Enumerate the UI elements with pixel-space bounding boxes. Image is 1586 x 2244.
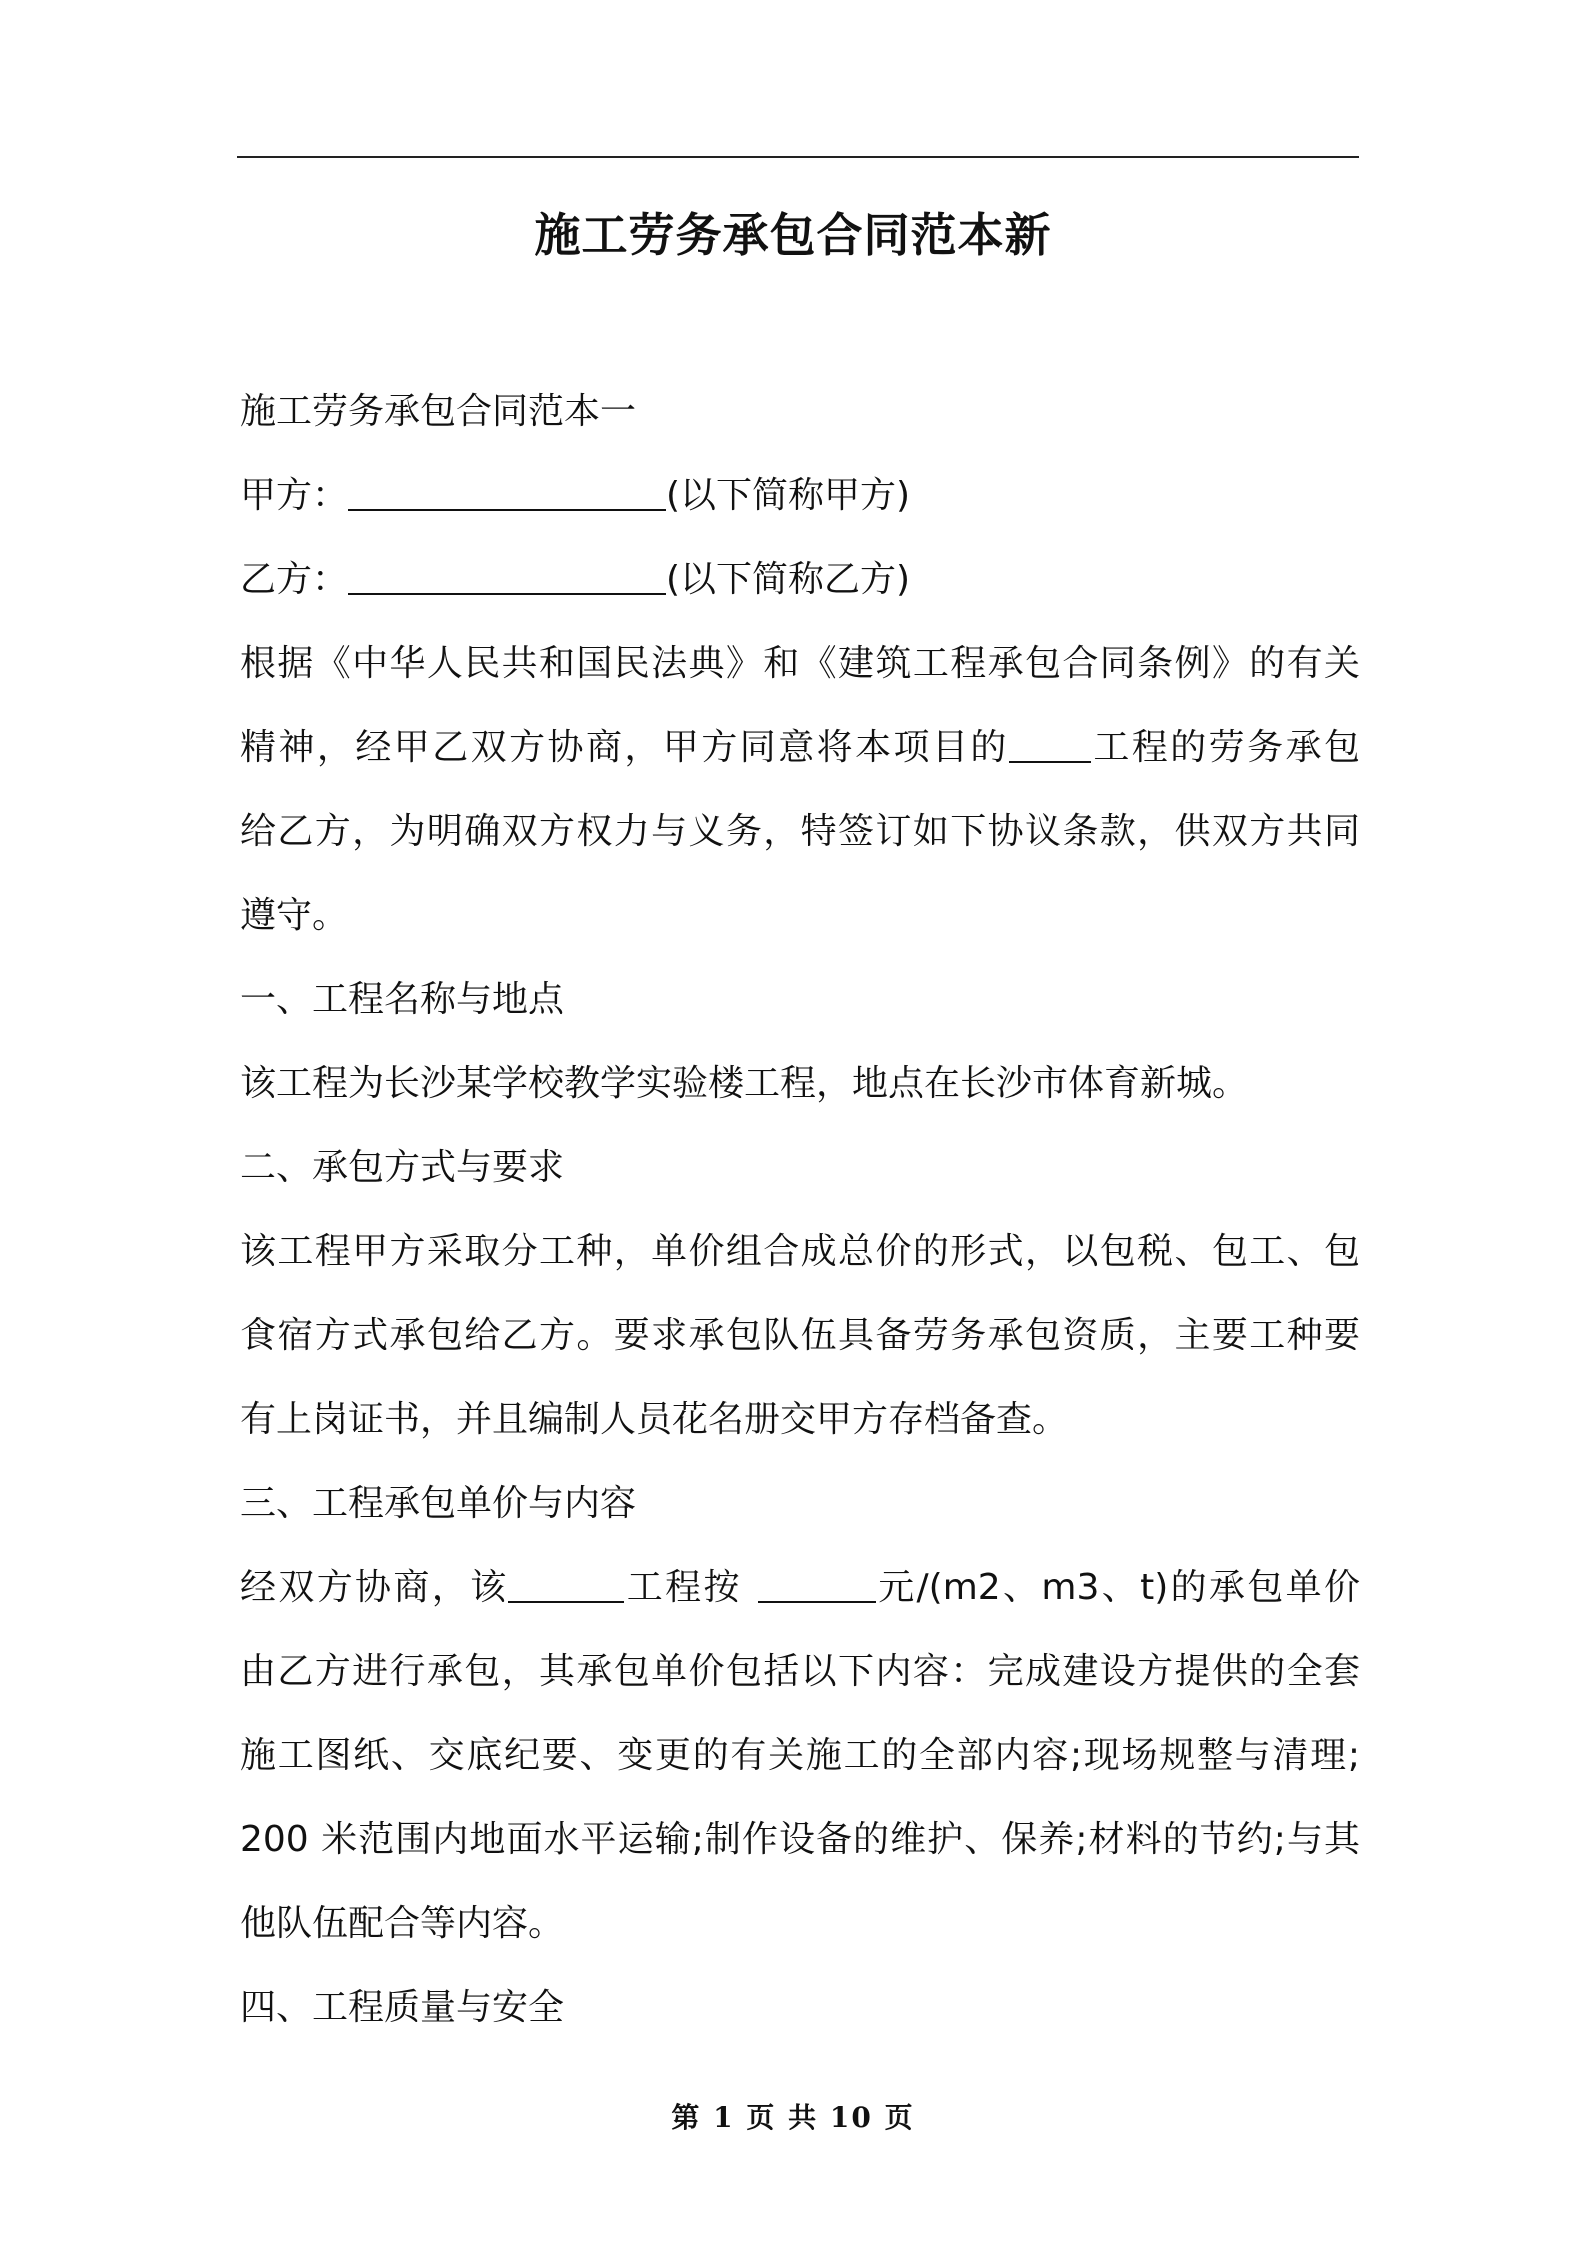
section-3-line-1-text-b: 工程按 [624, 1567, 742, 1608]
party-b-line [240, 538, 1360, 622]
section-1-heading: 一、工程名称与地点 [240, 979, 565, 1020]
page-number: 第 1 页 共 10 页 [671, 2101, 915, 2134]
party-a-label: 甲方： [240, 475, 349, 516]
party-b-label: 乙方： [240, 559, 349, 600]
section-2-heading: 二、承包方式与要求 [240, 1147, 565, 1188]
contract-subtitle: 施工劳务承包合同范本一 [240, 391, 637, 432]
party-a-note: (以下简称甲方) [666, 475, 911, 516]
intro-line-4: 遵守。 [240, 895, 349, 936]
section-2-line-1: 该工程甲方采取分工种，单价组合成总价的形式，以包税、包工、包 [240, 1231, 1360, 1272]
section-4-heading: 四、工程质量与安全 [240, 1987, 565, 2028]
section-3-line-4: 200 米范围内地面水平运输;制作设备的维护、保养;材料的节约;与其 [240, 1819, 1360, 1860]
section-3-line-1-text-c: 元/(m2、m3、t)的承包单价 [875, 1567, 1360, 1608]
intro-line-2-text-b: 工程的劳务承包 [1090, 727, 1360, 768]
section-3-line-2: 由乙方进行承包，其承包单价包括以下内容：完成建设方提供的全套 [240, 1651, 1360, 1692]
intro-line-2-text-a: 精神，经甲乙双方协商，甲方同意将本项目的 [240, 727, 1009, 768]
section-3-line-1-text-a: 经双方协商，该 [240, 1567, 509, 1608]
intro-line-1: 根据《中华人民共和国民法典》和《建筑工程承包合同条例》的有关 [240, 643, 1360, 684]
unit-price-blank [758, 1567, 876, 1603]
project-blank [1009, 727, 1091, 763]
intro-line-3: 给乙方，为明确双方权力与义务，特签订如下协议条款，供双方共同 [240, 811, 1360, 852]
section-1-text: 该工程为长沙某学校教学实验楼工程，地点在长沙市体育新城。 [240, 1063, 1249, 1104]
party-a-blank [348, 475, 666, 511]
section-3-line-3: 施工图纸、交底纪要、变更的有关施工的全部内容;现场规整与清理; [240, 1735, 1360, 1776]
section-3-heading: 三、工程承包单价与内容 [240, 1483, 637, 1524]
section-2-line-3: 有上岗证书，并且编制人员花名册交甲方存档备查。 [240, 1399, 1069, 1440]
party-a-line [240, 454, 1360, 538]
work-type-blank [508, 1567, 624, 1603]
document-title: 施工劳务承包合同范本新 [534, 208, 1052, 262]
party-b-note: (以下简称乙方) [666, 559, 911, 600]
party-b-blank [348, 559, 666, 595]
header-rule [237, 156, 1359, 158]
document-body [240, 370, 1360, 2050]
intro-line-2 [240, 706, 1360, 790]
section-3-line-5: 他队伍配合等内容。 [240, 1903, 565, 1944]
section-2-line-2: 食宿方式承包给乙方。要求承包队伍具备劳务承包资质，主要工种要 [240, 1315, 1360, 1356]
section-3-line-1 [240, 1546, 1360, 1630]
